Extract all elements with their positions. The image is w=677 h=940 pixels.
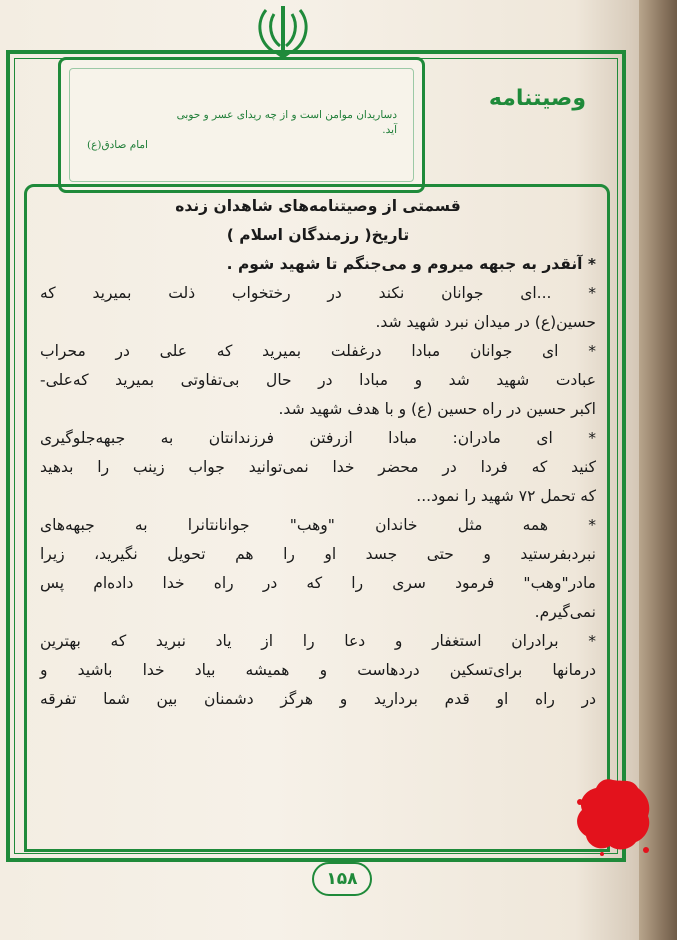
- text-line: نمی‌گیرم.: [534, 603, 596, 621]
- text-line: اکبر حسین در راه حسین (ع) و با هدف شهید شد.: [278, 400, 596, 418]
- quote-line-1: دساریدان موامن است و از چه ریدای عسر و حوبی: [176, 109, 397, 121]
- page-title: وصیتنامه: [488, 86, 586, 111]
- page-number: ۱۵۸: [312, 862, 372, 896]
- quote-attribution: امام صادق(ع): [87, 139, 148, 151]
- body-text: [40, 192, 596, 714]
- red-blot-icon: [572, 772, 654, 856]
- text-line: عبادت شهید شد و مبادا در حال بی‌تفاوتی بمیرید که‌علی-: [40, 371, 596, 389]
- quote-text: [87, 108, 397, 153]
- text-line: حسین(ع) در میدان نبرد شهید شد.: [375, 313, 596, 331]
- quote-box: [58, 57, 425, 193]
- text-line: * ...ای جوانان نکند در رختخواب ذلت بمیرید که: [40, 284, 596, 302]
- text-line: مادر"وهب" فرمود سری را که در راه خدا داده‌ام پس: [40, 574, 596, 592]
- text-line: * آنقدر به جبهه میروم و می‌جنگم تا شهید شوم .: [226, 255, 596, 273]
- text-line: * ای مادران: مبادا ازرفتن فرزندانتان به جبهه‌جلوگیری: [40, 429, 596, 447]
- text-line: * برادران استغفار و دعا را از یاد نبرید که بهترین: [40, 632, 596, 650]
- text-line: در راه او قدم بردارید و هرگز دشمنان بین شما تفرقه: [40, 690, 596, 708]
- text-line: نبردبفرستید و حتی جسد او را هم تحویل نگیرید، زیرا: [40, 545, 596, 563]
- text-line: درمانها برای‌تسکین دردهاست و همیشه بیاد خدا باشید و: [40, 661, 596, 679]
- heading-line-2: تاریخ( رزمندگان اسلام ): [226, 226, 410, 244]
- text-line: که تحمل ۷۲ شهید را نمود...: [416, 487, 596, 505]
- text-line: * همه مثل خاندان "وهب" جوانانتانرا به جبهه‌های: [40, 516, 596, 534]
- text-line: * ای جوانان مبادا درغفلت بمیرید که علی در محراب: [40, 342, 596, 360]
- heading-line-1: قسمتی از وصیتنامه‌های شاهدان زنده: [175, 197, 461, 215]
- text-line: کنید که فردا در محضر خدا نمی‌توانید جواب زینب را بدهید: [40, 458, 596, 476]
- quote-line-2: آید.: [382, 124, 397, 136]
